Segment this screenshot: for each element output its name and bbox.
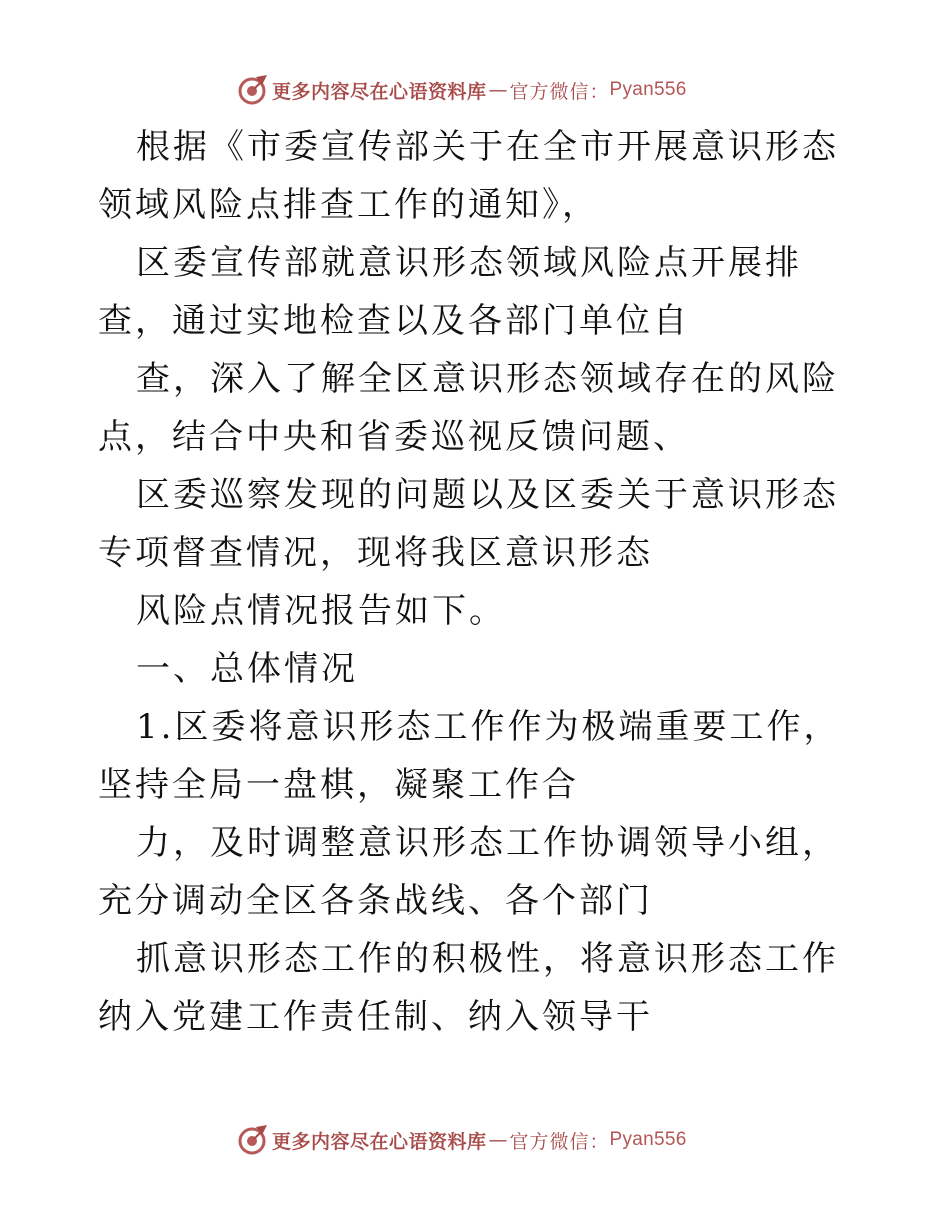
paragraph: 1.区委将意识形态工作作为极端重要工作，坚持全局一盘棋，凝聚工作合 bbox=[98, 707, 841, 805]
watermark-wechat-label: 官方微信： bbox=[509, 1130, 610, 1153]
watermark-wechat-label: 官方微信： bbox=[509, 80, 610, 103]
section-heading: 一、总体情况 bbox=[136, 649, 358, 689]
paragraph: 区委巡察发现的问题以及区委关于意识形态专项督查情况，现将我区意识形态 bbox=[98, 475, 839, 573]
watermark-wechat-id: Pyan556 bbox=[609, 79, 687, 100]
document-body bbox=[98, 118, 850, 1046]
watermark-title: 更多内容尽在心语资料库 bbox=[272, 1130, 487, 1153]
quill-seal-icon bbox=[236, 73, 270, 107]
paragraph: 力，及时调整意识形态工作协调领导小组，充分调动全区各条战线、各个部门 bbox=[98, 823, 839, 921]
quill-seal-icon bbox=[236, 1123, 270, 1157]
paragraph: 区委宣传部就意识形态领域风险点开展排查，通过实地检查以及各部门单位自 bbox=[98, 243, 802, 341]
footer-watermark bbox=[236, 1123, 687, 1157]
watermark-wechat-id: Pyan556 bbox=[609, 1129, 687, 1150]
paragraph: 风险点情况报告如下。 bbox=[136, 591, 506, 631]
paragraph: 抓意识形态工作的积极性，将意识形态工作纳入党建工作责任制、纳入领导干 bbox=[98, 939, 839, 1037]
header-watermark bbox=[236, 73, 687, 107]
watermark-dash: — bbox=[488, 79, 508, 101]
watermark-dash: — bbox=[488, 1129, 508, 1151]
paragraph: 查，深入了解全区意识形态领域存在的风险点，结合中央和省委巡视反馈问题、 bbox=[98, 359, 839, 457]
watermark-title: 更多内容尽在心语资料库 bbox=[272, 80, 487, 103]
paragraph: 根据《市委宣传部关于在全市开展意识形态领域风险点排查工作的通知》， bbox=[98, 127, 839, 225]
